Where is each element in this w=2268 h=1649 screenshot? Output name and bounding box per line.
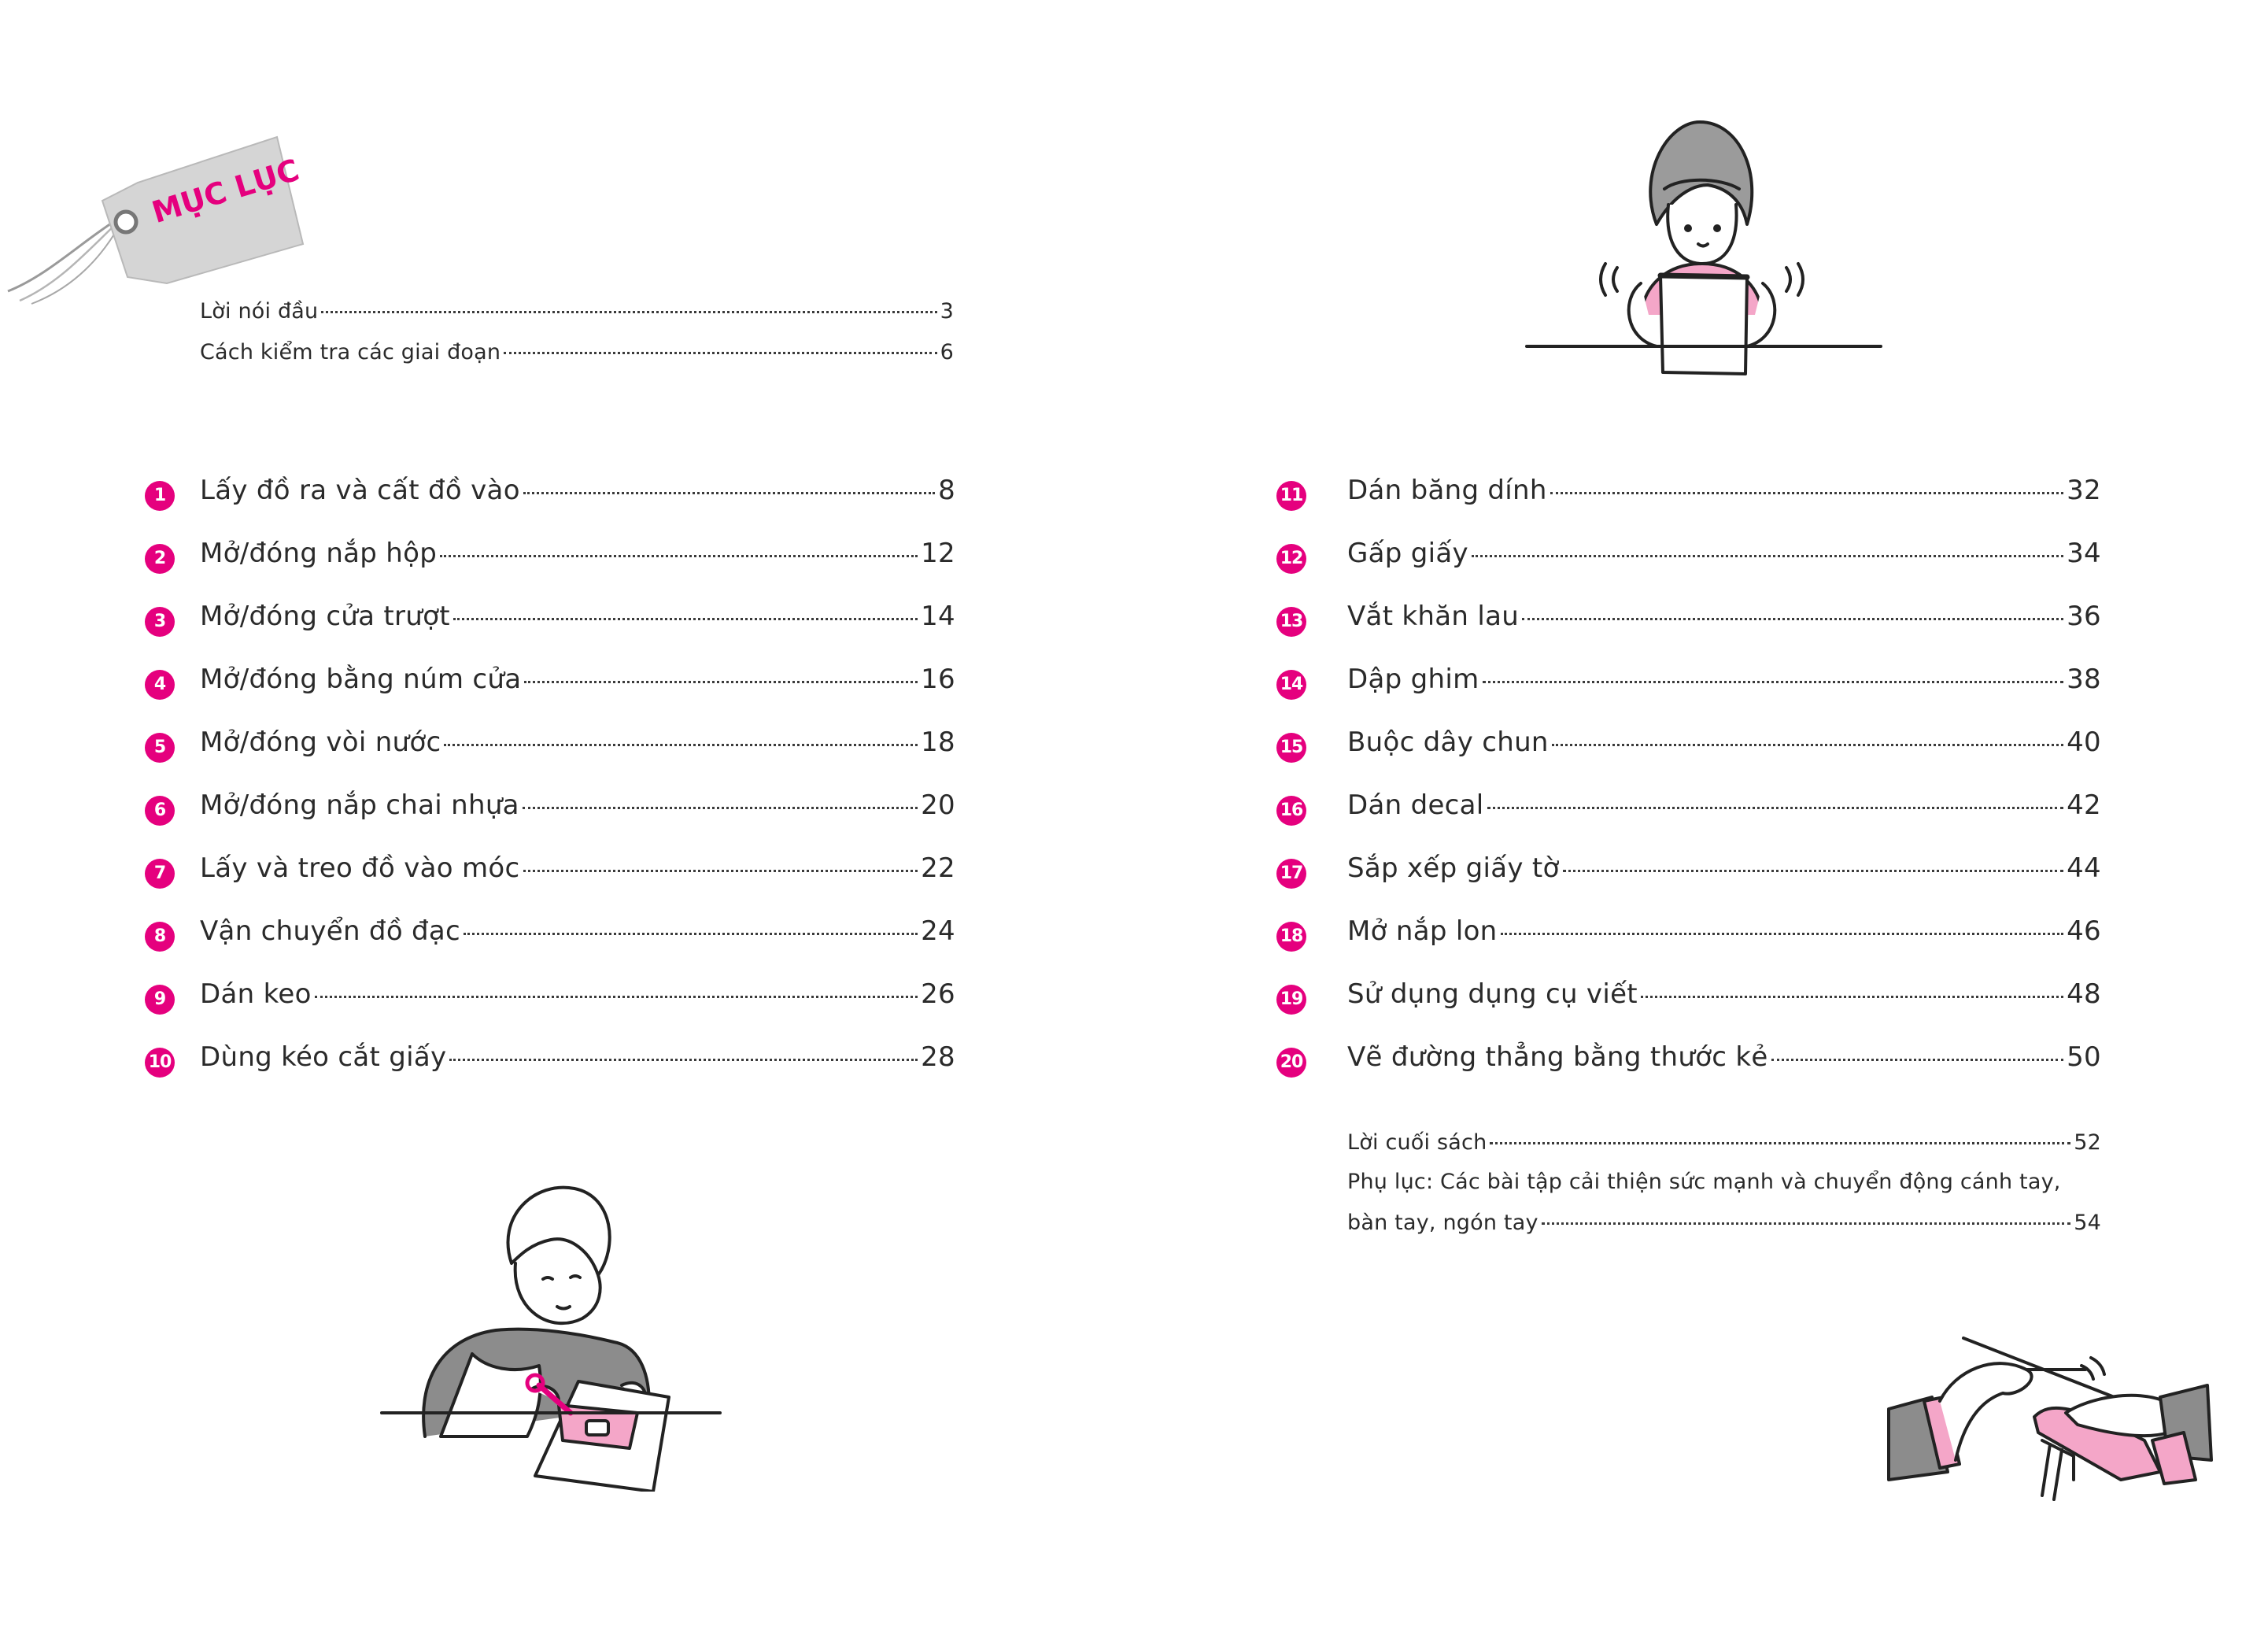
appendix-title-line[interactable]: Phụ lục: Các bài tập cải thiện sức mạnh và chuyển động cánh tay, (1347, 1170, 2061, 1194)
entry-number-badge: 3 (145, 607, 175, 637)
leader-dots (1522, 616, 2063, 620)
entry-number-badge: 1 (145, 481, 175, 511)
entry-title: Buộc dây chun (1347, 727, 1549, 758)
entry-title: Lấy và treo đồ vào móc (200, 852, 520, 884)
entry-title: Mở/đóng nắp hộp (200, 538, 438, 569)
entry-number-badge: 12 (1276, 544, 1306, 574)
entry-page: 54 (2074, 1211, 2101, 1235)
entry-title: Vẽ đường thẳng bằng thước kẻ (1347, 1041, 1768, 1073)
entry-title: Gấp giấy (1347, 538, 1468, 569)
leader-dots (1501, 931, 2064, 935)
entry-title: Mở/đóng bằng núm cửa (200, 664, 522, 695)
entry-number-badge: 8 (145, 922, 175, 952)
entry-page: 42 (2067, 789, 2101, 821)
toc-front-entry[interactable] (200, 299, 954, 324)
entry-page: 20 (921, 789, 955, 821)
entry-title: bàn tay, ngón tay (1347, 1211, 1538, 1235)
entry-number-badge: 11 (1276, 481, 1306, 511)
entry-title: Sắp xếp giấy tờ (1347, 852, 1560, 884)
entry-page: 36 (2067, 601, 2101, 632)
toc-entry[interactable] (200, 727, 955, 758)
leader-dots (1641, 994, 2063, 998)
leader-dots (453, 616, 918, 620)
entry-page: 12 (921, 538, 955, 569)
entry-number-badge: 6 (145, 796, 175, 826)
entry-title: Vận chuyển đồ đạc (200, 915, 461, 947)
hands-stapler-icon (1885, 1322, 2215, 1511)
leader-dots (464, 931, 918, 935)
entry-page: 32 (2067, 475, 2101, 506)
leader-dots (1483, 679, 2064, 683)
leader-dots (1472, 553, 2063, 557)
entry-title: Dán băng dính (1347, 475, 1547, 506)
entry-page: 26 (921, 978, 955, 1010)
entry-title: Dập ghim (1347, 664, 1479, 695)
leader-dots (524, 679, 918, 683)
toc-entry[interactable] (1347, 915, 2101, 947)
toc-entry[interactable] (1347, 475, 2101, 506)
toc-entry[interactable] (200, 1041, 955, 1073)
toc-entry[interactable] (200, 475, 955, 506)
entry-title: Lời cuối sách (1347, 1130, 1487, 1155)
entry-number-badge: 7 (145, 859, 175, 889)
toc-front-entry[interactable] (200, 340, 954, 364)
entry-number-badge: 18 (1276, 922, 1306, 952)
entry-page: 3 (940, 299, 954, 324)
leader-dots (504, 350, 936, 354)
entry-number-badge: 2 (145, 544, 175, 574)
entry-page: 14 (921, 601, 955, 632)
leader-dots (1771, 1057, 2064, 1061)
leader-dots (1550, 490, 2063, 494)
child-cutting-paper-icon (378, 1177, 724, 1492)
toc-entry[interactable] (1347, 727, 2101, 758)
entry-title: Mở/đóng vòi nước (200, 727, 441, 758)
entry-title: Dán decal (1347, 789, 1484, 821)
toc-back-entry[interactable] (1347, 1130, 2101, 1155)
entry-page: 28 (921, 1041, 955, 1073)
entry-page: 8 (938, 475, 955, 506)
entry-page: 40 (2067, 727, 2101, 758)
entry-number-badge: 13 (1276, 607, 1306, 637)
leader-dots (440, 553, 918, 557)
leader-dots (1552, 742, 2063, 746)
leader-dots (449, 1057, 918, 1061)
leader-dots (315, 994, 918, 998)
entry-page: 24 (921, 915, 955, 947)
toc-entry[interactable] (200, 789, 955, 821)
leader-dots (1542, 1221, 2071, 1225)
leader-dots (523, 490, 935, 494)
entry-number-badge: 20 (1276, 1048, 1306, 1078)
toc-entry[interactable] (200, 852, 955, 884)
entry-number-badge: 15 (1276, 733, 1306, 763)
leader-dots (321, 309, 936, 313)
child-reading-paper-icon (1511, 110, 1889, 378)
entry-title: Lấy đồ ra và cất đồ vào (200, 475, 520, 506)
toc-entry[interactable] (1347, 789, 2101, 821)
entry-title: Mở/đóng nắp chai nhựa (200, 789, 519, 821)
toc-entry[interactable] (200, 601, 955, 632)
entry-number-badge: 16 (1276, 796, 1306, 826)
leader-dots (1490, 1141, 2070, 1144)
entry-number-badge: 19 (1276, 985, 1306, 1015)
entry-number-badge: 14 (1276, 670, 1306, 700)
leader-dots (523, 805, 918, 809)
toc-entry[interactable] (200, 664, 955, 695)
entry-title: Dán keo (200, 978, 312, 1010)
toc-back-entry[interactable] (1347, 1211, 2101, 1235)
leader-dots (1563, 868, 2063, 872)
entry-page: 44 (2067, 852, 2101, 884)
entry-page: 18 (921, 727, 955, 758)
entry-title: Mở/đóng cửa trượt (200, 601, 450, 632)
entry-number-badge: 5 (145, 733, 175, 763)
leader-dots (444, 742, 918, 746)
toc-entry[interactable] (200, 915, 955, 947)
toc-entry[interactable] (200, 978, 955, 1010)
entry-title: Lời nói đầu (200, 299, 319, 324)
entry-page: 16 (921, 664, 955, 695)
entry-number-badge: 9 (145, 985, 175, 1015)
entry-page: 38 (2067, 664, 2101, 695)
entry-title: Cách kiểm tra các giai đoạn (200, 340, 501, 364)
entry-number-badge: 4 (145, 670, 175, 700)
entry-title: Sử dụng dụng cụ viết (1347, 978, 1638, 1010)
entry-title: Vắt khăn lau (1347, 601, 1520, 632)
entry-page: 22 (921, 852, 955, 884)
leader-dots (1487, 805, 2064, 809)
toc-entry[interactable] (1347, 852, 2101, 884)
entry-number-badge: 10 (145, 1048, 175, 1078)
toc-entry[interactable] (1347, 538, 2101, 569)
entry-page: 46 (2067, 915, 2101, 947)
leader-dots (523, 868, 918, 872)
entry-page: 48 (2067, 978, 2101, 1010)
toc-entry[interactable] (1347, 1041, 2101, 1073)
entry-page: 34 (2067, 538, 2101, 569)
entry-page: 6 (940, 340, 954, 364)
toc-tag-label: MỤC LỤC (148, 152, 304, 231)
entry-title: Dùng kéo cắt giấy (200, 1041, 447, 1073)
entry-title: Mở nắp lon (1347, 915, 1498, 947)
toc-entry[interactable] (200, 538, 955, 569)
entry-page: 50 (2067, 1041, 2101, 1073)
entry-page: 52 (2074, 1130, 2101, 1155)
toc-entry[interactable] (1347, 601, 2101, 632)
toc-entry[interactable] (1347, 978, 2101, 1010)
toc-entry[interactable] (1347, 664, 2101, 695)
entry-number-badge: 17 (1276, 859, 1306, 889)
